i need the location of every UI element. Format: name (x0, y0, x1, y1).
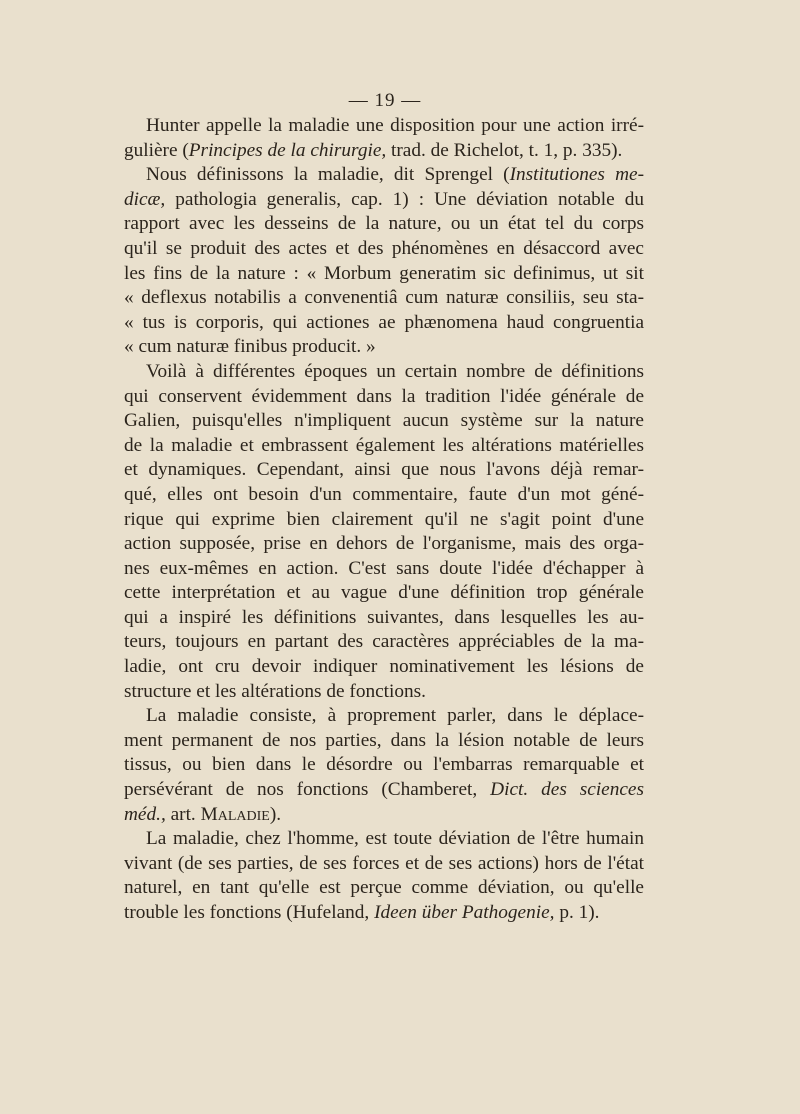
text-line (124, 311, 644, 336)
text-run: qui a inspiré les définitions suivantes, dans lesquelles les au- (124, 606, 644, 628)
text-line (124, 188, 644, 213)
text-run: les fins de la nature : « Morbum generatim sic definimus, ut sit (124, 262, 644, 284)
text-line (124, 778, 644, 803)
text-run: qué, elles ont besoin d'un commentaire, faute d'un mot géné- (124, 483, 644, 505)
text-run: qu'il se produit des actes et des phénomènes en désaccord avec (124, 237, 644, 259)
text-line (124, 753, 644, 778)
paragraph-sprengel (124, 163, 644, 360)
text-run: trad. de Richelot, t. 1, p. 335). (386, 139, 623, 161)
text-run: et dynamiques. Cependant, ainsi que nous l'avons déjà remar- (124, 459, 644, 481)
text-run: p. 1). (554, 902, 600, 923)
paragraph-hunter (124, 114, 644, 163)
text-run: La maladie consiste, à proprement parler, dans le déplace- (146, 705, 644, 727)
text-run: qui conservent évidemment dans la tradition l'idée générale de (124, 385, 644, 407)
text-run: « deflexus notabilis a convenentiâ cum naturæ consiliis, seu sta- (124, 287, 644, 309)
text-line (124, 852, 644, 877)
text-run: art. (165, 803, 201, 825)
text-line (124, 680, 644, 705)
text-line (124, 483, 644, 508)
body-text (124, 114, 644, 926)
text-line (124, 262, 644, 287)
text-run: ment permanent de nos parties, dans la lésion notable de leurs (124, 729, 644, 751)
text-line (124, 163, 644, 188)
text-run: rique qui exprime bien clairement qu'il ne s'agit point d'une (124, 508, 644, 530)
text-run: naturel, en tant qu'elle est perçue comme déviation, ou qu'elle (124, 877, 644, 899)
text-run: vivant (de ses parties, de ses forces et de ses actions) hors de l'état (124, 852, 644, 874)
paragraph-voila (124, 360, 644, 704)
italic-text: dicæ, (124, 188, 166, 210)
text-line (124, 729, 644, 754)
text-run: trouble les fonctions (Hufeland, (124, 902, 375, 923)
text-line (124, 876, 644, 901)
text-run: ). (269, 803, 282, 825)
italic-text: Principes de la chirurgie, (188, 139, 387, 161)
text-line (124, 532, 644, 557)
text-run: Nous définissons la maladie, dit Sprengel ( (146, 164, 510, 186)
italic-text: Dict. des sciences (490, 779, 644, 801)
small-caps-text: Maladie (200, 803, 270, 825)
paragraph-hufeland (124, 827, 644, 925)
text-line (124, 606, 644, 631)
text-line (124, 385, 644, 410)
text-run: structure et les altérations de fonctions. (124, 680, 426, 702)
text-line (124, 237, 644, 262)
text-run: ladie, ont cru devoir indiquer nominativement les lésions de (124, 656, 644, 678)
text-run: persévérant de nos fonctions (Chamberet, (124, 779, 491, 801)
text-run: de la maladie et embrassent également les altérations matérielles (124, 434, 644, 456)
text-line (124, 581, 644, 606)
text-line (124, 803, 644, 828)
text-line (124, 139, 644, 164)
text-run: teurs, toujours en partant des caractères appréciables de la ma- (124, 631, 644, 653)
text-line (124, 655, 644, 680)
italic-text: Ideen über Pathogenie, (374, 902, 555, 923)
text-run: La maladie, chez l'homme, est toute déviation de l'être humain (146, 828, 644, 850)
text-line (124, 286, 644, 311)
text-run: cette interprétation et au vague d'une définition trop générale (124, 582, 644, 604)
text-run: « tus is corporis, qui actiones ae phænomena haud congruentia (124, 311, 644, 333)
text-line (124, 827, 644, 852)
text-run: gulière ( (124, 139, 189, 161)
text-run: « cum naturæ finibus producit. » (124, 336, 376, 358)
text-line (124, 901, 644, 926)
text-run: Galien, puisqu'elles n'impliquent aucun système sur la nature (124, 410, 644, 432)
text-run: nes eux-mêmes en action. C'est sans doute l'idée d'échapper à (124, 557, 644, 579)
text-line (124, 409, 644, 434)
text-run: action supposée, prise en dehors de l'organisme, mais des orga- (124, 533, 644, 555)
text-line (124, 630, 644, 655)
italic-text: Institutiones me- (509, 164, 644, 186)
text-line (124, 360, 644, 385)
paragraph-chamberet (124, 704, 644, 827)
text-line (124, 114, 644, 139)
text-line (124, 557, 644, 582)
text-line (124, 704, 644, 729)
text-run: Hunter appelle la maladie une disposition pour une action irré- (146, 115, 644, 136)
text-run: Voilà à différentes époques un certain nombre de définitions (146, 360, 644, 382)
text-run: rapport avec les desseins de la nature, ou un état tel du corps (124, 213, 644, 235)
text-line (124, 508, 644, 533)
text-line (124, 335, 644, 360)
text-line (124, 458, 644, 483)
text-line (124, 212, 644, 237)
page-number: — 19 — (348, 90, 422, 111)
text-run: pathologia generalis, cap. 1) : Une déviation notable du (165, 188, 644, 210)
text-run: tissus, ou bien dans le désordre ou l'embarras remarquable et (124, 754, 644, 776)
italic-text: méd., (124, 803, 166, 825)
text-line (124, 434, 644, 459)
